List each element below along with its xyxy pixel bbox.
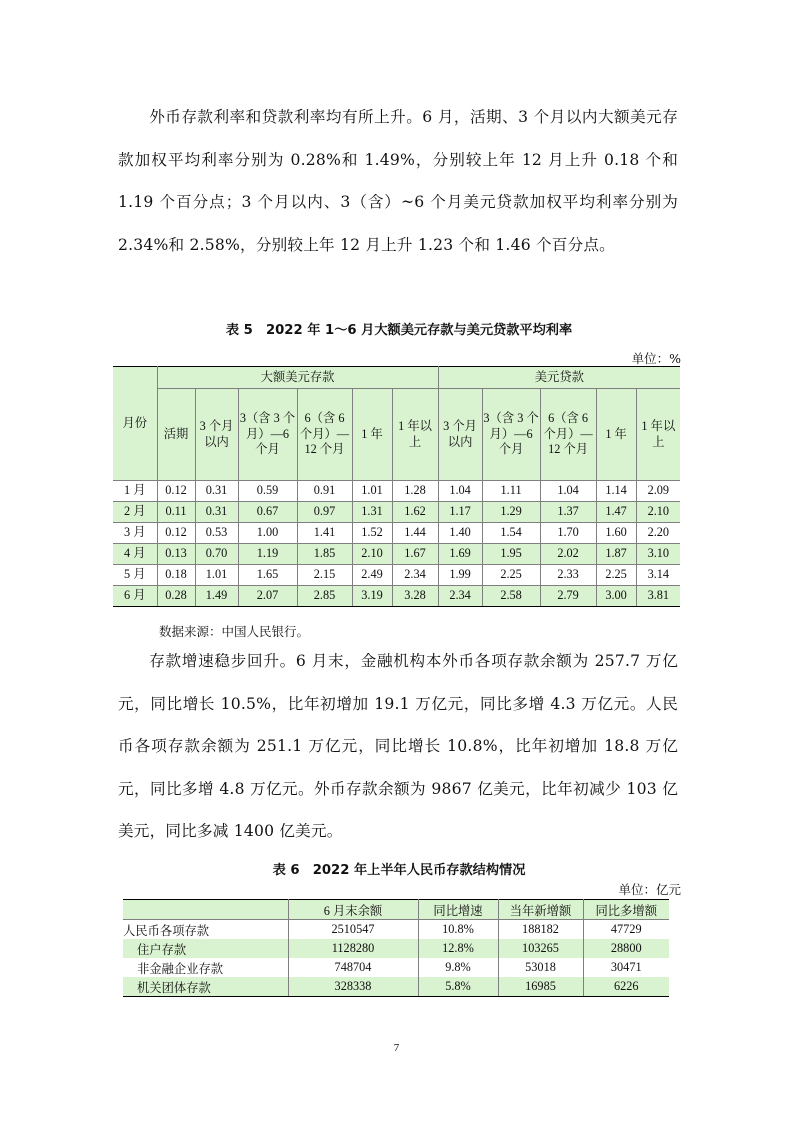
cell-loan-rate: 1.29 xyxy=(482,502,540,523)
cell-deposit-type: 住户存款 xyxy=(123,939,288,958)
cell-month: 4 月 xyxy=(113,544,157,565)
cell-loan-rate: 2.58 xyxy=(482,586,540,607)
cell-deposit-type: 机关团体存款 xyxy=(123,977,288,997)
header-group-loan: 美元贷款 xyxy=(438,367,680,389)
cell-deposit-rate: 1.00 xyxy=(238,523,297,544)
header-loan-col: 6（含 6 个月）—12 个月 xyxy=(540,389,596,481)
cell-loan-rate: 1.87 xyxy=(596,544,636,565)
cell-value: 12.8% xyxy=(418,939,498,958)
cell-deposit-rate: 0.12 xyxy=(157,523,195,544)
cell-deposit-rate: 2.34 xyxy=(392,565,438,586)
cell-deposit-type: 非金融企业存款 xyxy=(123,958,288,977)
header-month: 月份 xyxy=(113,367,157,481)
table5-unit: 单位：% xyxy=(631,351,681,366)
table-row xyxy=(123,977,669,997)
header-deposit-col: 6（含 6 个月）—12 个月 xyxy=(297,389,352,481)
cell-loan-rate: 2.33 xyxy=(540,565,596,586)
cell-value: 188182 xyxy=(498,920,583,940)
cell-loan-rate: 1.37 xyxy=(540,502,596,523)
cell-loan-rate: 2.34 xyxy=(438,586,482,607)
cell-deposit-rate: 1.01 xyxy=(195,565,238,586)
cell-value: 103265 xyxy=(498,939,583,958)
cell-loan-rate: 1.17 xyxy=(438,502,482,523)
t6-header: 同比多增额 xyxy=(583,900,669,920)
cell-deposit-rate: 0.31 xyxy=(195,481,238,502)
cell-deposit-rate: 0.70 xyxy=(195,544,238,565)
cell-value: 30471 xyxy=(583,958,669,977)
cell-deposit-rate: 1.01 xyxy=(352,481,392,502)
cell-deposit-rate: 1.52 xyxy=(352,523,392,544)
cell-loan-rate: 1.04 xyxy=(438,481,482,502)
table-row xyxy=(113,523,680,544)
t6-header: 同比增速 xyxy=(418,900,498,920)
cell-deposit-rate: 0.12 xyxy=(157,481,195,502)
cell-loan-rate: 3.00 xyxy=(596,586,636,607)
cell-deposit-rate: 1.28 xyxy=(392,481,438,502)
cell-loan-rate: 2.02 xyxy=(540,544,596,565)
cell-deposit-rate: 1.62 xyxy=(392,502,438,523)
cell-deposit-rate: 0.59 xyxy=(238,481,297,502)
cell-deposit-rate: 1.65 xyxy=(238,565,297,586)
cell-loan-rate: 1.60 xyxy=(596,523,636,544)
table-row xyxy=(113,502,680,523)
cell-loan-rate: 1.11 xyxy=(482,481,540,502)
header-group-deposit: 大额美元存款 xyxy=(157,367,438,389)
cell-deposit-rate: 2.10 xyxy=(352,544,392,565)
cell-loan-rate: 2.20 xyxy=(636,523,680,544)
cell-value: 6226 xyxy=(583,977,669,997)
cell-loan-rate: 2.25 xyxy=(482,565,540,586)
table6-unit: 单位：亿元 xyxy=(618,882,681,897)
table-row xyxy=(123,920,669,940)
cell-value: 2510547 xyxy=(288,920,418,940)
page-number: 7 xyxy=(393,1042,400,1054)
cell-deposit-rate: 0.18 xyxy=(157,565,195,586)
table-row xyxy=(113,544,680,565)
cell-loan-rate: 1.69 xyxy=(438,544,482,565)
table-row xyxy=(113,586,680,607)
header-deposit-col: 3 个月以内 xyxy=(195,389,238,481)
cell-loan-rate: 2.25 xyxy=(596,565,636,586)
cell-loan-rate: 1.14 xyxy=(596,481,636,502)
cell-deposit-rate: 0.28 xyxy=(157,586,195,607)
cell-month: 5 月 xyxy=(113,565,157,586)
table5-source: 数据来源：中国人民银行。 xyxy=(159,624,310,639)
cell-deposit-rate: 0.67 xyxy=(238,502,297,523)
cell-loan-rate: 1.99 xyxy=(438,565,482,586)
cell-loan-rate: 3.10 xyxy=(636,544,680,565)
table6-rmb-deposits xyxy=(123,899,669,997)
header-loan-col: 1 年 xyxy=(596,389,636,481)
cell-deposit-rate: 1.44 xyxy=(392,523,438,544)
cell-value: 16985 xyxy=(498,977,583,997)
cell-deposit-rate: 1.85 xyxy=(297,544,352,565)
cell-deposit-rate: 2.07 xyxy=(238,586,297,607)
table6-caption: 表 6 2022 年上半年人民币存款结构情况 xyxy=(272,863,526,878)
cell-loan-rate: 1.95 xyxy=(482,544,540,565)
cell-loan-rate: 1.47 xyxy=(596,502,636,523)
cell-value: 5.8% xyxy=(418,977,498,997)
paragraph-deposit-growth: 存款增速稳步回升。6 月末，金融机构本外币各项存款余额为 257.7 万亿元，同比增长 10.5%，比年初增加 19.1 万亿元，同比多增 4.3 万亿元。人民币各项存款余额为 251.1 万亿元，同比增长 10.8%，比年初增加 18.8 万亿元，同比多增 4.8 万亿元。外币存款余额为 9867 亿美元，比年初减少 103 亿美元，同比多减 1400 亿美元。 xyxy=(118,652,678,841)
cell-value: 9.8% xyxy=(418,958,498,977)
cell-month: 1 月 xyxy=(113,481,157,502)
cell-month: 6 月 xyxy=(113,586,157,607)
header-deposit-col: 1 年 xyxy=(352,389,392,481)
cell-value: 10.8% xyxy=(418,920,498,940)
cell-month: 2 月 xyxy=(113,502,157,523)
cell-loan-rate: 2.09 xyxy=(636,481,680,502)
cell-loan-rate: 2.10 xyxy=(636,502,680,523)
header-deposit-col: 1 年以上 xyxy=(392,389,438,481)
table5-caption: 表 5 2022 年 1～6 月大额美元存款与美元贷款平均利率 xyxy=(225,323,573,338)
cell-value: 47729 xyxy=(583,920,669,940)
cell-loan-rate: 1.40 xyxy=(438,523,482,544)
paragraph-foreign-currency-rates: 外币存款利率和贷款利率均有所上升。6 月，活期、3 个月以内大额美元存款加权平均利率分别为 0.28%和 1.49%，分别较上年 12 月上升 0.18 个和 1.19 个百分点；3 个月以内、3（含）~6 个月美元贷款加权平均利率分别为 2.34%和 2.58%，分别较上年 12 月上升 1.23 个和 1.46 个百分点。 xyxy=(118,108,678,254)
header-loan-col: 3（含 3 个月）—6 个月 xyxy=(482,389,540,481)
cell-loan-rate: 1.70 xyxy=(540,523,596,544)
cell-deposit-rate: 0.97 xyxy=(297,502,352,523)
cell-deposit-rate: 2.85 xyxy=(297,586,352,607)
header-loan-col: 3 个月以内 xyxy=(438,389,482,481)
table-row xyxy=(123,939,669,958)
t6-header: 6 月末余额 xyxy=(288,900,418,920)
cell-deposit-rate: 0.13 xyxy=(157,544,195,565)
cell-loan-rate: 3.14 xyxy=(636,565,680,586)
table5-usd-rates xyxy=(113,366,680,607)
cell-deposit-rate: 1.41 xyxy=(297,523,352,544)
cell-value: 53018 xyxy=(498,958,583,977)
cell-loan-rate: 3.81 xyxy=(636,586,680,607)
t6-header: 当年新增额 xyxy=(498,900,583,920)
t6-header xyxy=(123,900,288,920)
cell-deposit-rate: 1.49 xyxy=(195,586,238,607)
table-row xyxy=(113,565,680,586)
cell-deposit-rate: 1.67 xyxy=(392,544,438,565)
cell-deposit-rate: 0.53 xyxy=(195,523,238,544)
cell-loan-rate: 2.79 xyxy=(540,586,596,607)
cell-value: 1128280 xyxy=(288,939,418,958)
table-row xyxy=(113,481,680,502)
cell-month: 3 月 xyxy=(113,523,157,544)
header-deposit-col: 活期 xyxy=(157,389,195,481)
table-row xyxy=(123,958,669,977)
cell-deposit-rate: 2.49 xyxy=(352,565,392,586)
cell-deposit-rate: 3.19 xyxy=(352,586,392,607)
cell-deposit-rate: 1.31 xyxy=(352,502,392,523)
cell-deposit-rate: 0.31 xyxy=(195,502,238,523)
cell-value: 328338 xyxy=(288,977,418,997)
cell-loan-rate: 1.54 xyxy=(482,523,540,544)
cell-deposit-rate: 2.15 xyxy=(297,565,352,586)
cell-value: 748704 xyxy=(288,958,418,977)
cell-deposit-rate: 3.28 xyxy=(392,586,438,607)
header-deposit-col: 3（含 3 个月）—6 个月 xyxy=(238,389,297,481)
cell-deposit-rate: 0.11 xyxy=(157,502,195,523)
cell-value: 28800 xyxy=(583,939,669,958)
cell-deposit-type: 人民币各项存款 xyxy=(123,920,288,940)
cell-deposit-rate: 0.91 xyxy=(297,481,352,502)
cell-deposit-rate: 1.19 xyxy=(238,544,297,565)
header-loan-col: 1 年以上 xyxy=(636,389,680,481)
cell-loan-rate: 1.04 xyxy=(540,481,596,502)
